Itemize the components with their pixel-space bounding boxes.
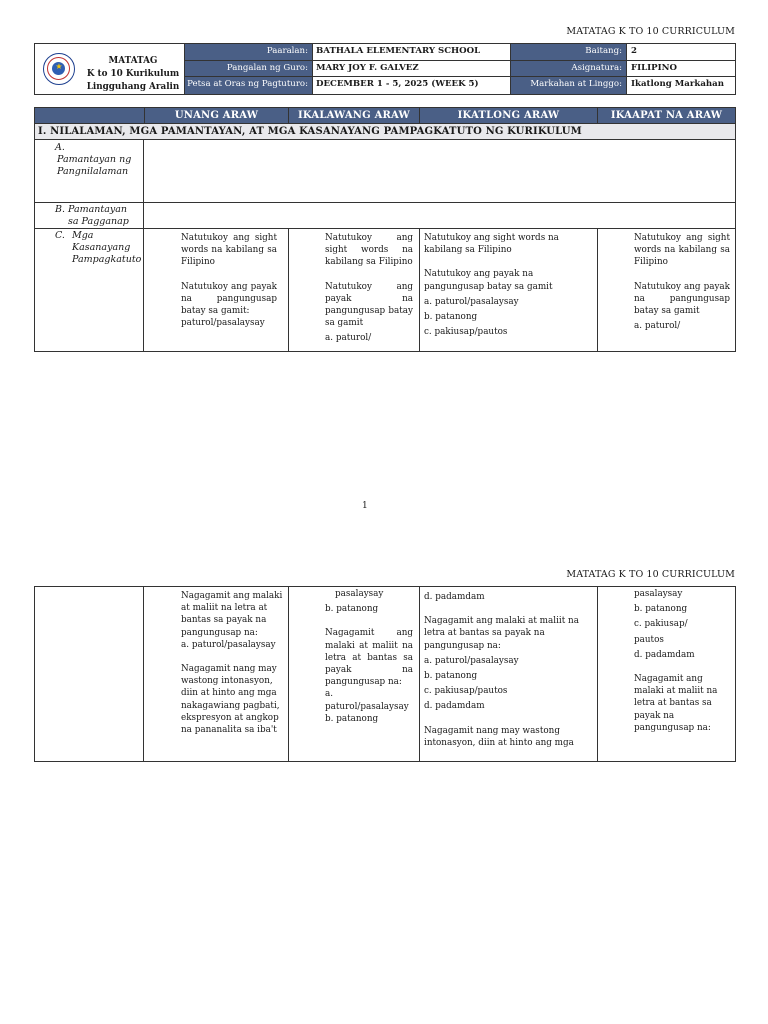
logo-line-kurikulum: K to 10 Kurikulum [86,69,180,79]
day3-item: a. paturol/pasalaysay [424,296,519,307]
day4-item: Natutukoy ang sight words na kabilang sa Filipino [634,233,730,268]
day2-item: a. paturol/ [325,333,372,344]
row-text-c: Mga Kasanayang Pampagkatuto [72,230,142,265]
day3-item: Nagagamit nang may wastong intonasyon, diin at hinto ang mga [424,725,574,748]
logo-line-matatag: MATATAG [108,56,158,66]
paaralan-label: Paaralan: [185,44,313,60]
petsa-value: DECEMBER 1 - 5, 2025 (WEEK 5) [313,77,511,94]
day-header-2: IKALAWANG ARAW [288,108,419,123]
day1-item: Natutukoy ang sight words na kabilang sa Filipino [181,233,277,268]
day-header-row [35,108,735,124]
day2-item: Nagagamit ang malaki at maliit na letra at bantas sa payak na pangungusap na: [325,628,413,688]
day4-item: d. padamdam [634,649,695,660]
day1-competencies [181,232,277,329]
lesson-header-table [34,43,736,95]
day2-item: Natutukoy ang sight words na kabilang sa Filipino [325,233,413,268]
day4-competencies [634,232,730,332]
day1-continued [181,590,283,736]
day3-item: Natutukoy ang sight words na kabilang sa Filipino [424,233,559,256]
day3-competencies [424,232,594,338]
row-letter-c: C. [55,230,65,241]
header-row-petsa [185,77,735,94]
day2-continued [325,588,413,725]
row-label-a [35,140,144,202]
petsa-label: Petsa at Oras ng Pagtuturo: [185,77,313,94]
day2-item: b. patanong [325,604,379,615]
row-text-b: Pamantayan sa Pagganap [68,204,129,227]
day3-item: Natutukoy ang payak na pangungusap batay sa gamit [424,269,553,292]
day4-item: Natutukoy ang payak na pangungusap batay sa gamit [634,281,730,317]
day4-item: pautos [634,634,664,645]
day3-item: c. pakiusap/pautos [424,327,508,338]
day-header-4: IKAAPAT NA ARAW [597,108,735,123]
day2-item: a. paturol/pasalaysay [325,689,409,712]
day4-item: Nagagamit ang malaki at maliit na letra at bantas sa payak na pangungusap na: [634,674,718,733]
curriculum-label: MATATAG K TO 10 CURRICULUM [566,26,735,37]
row-letter-b: B. [55,204,66,215]
day1-item: Nagagamit nang may wastong intonasyon, diin at hinto ang mga nakagawiang pagbati, ekspresyon at angkop na pananalita sa iba't [181,664,280,736]
lesson-table-page-1 [34,107,736,352]
section-title: I. NILALAMAN, MGA PAMANTAYAN, AT MGA KASANAYANG PAMPAGKATUTO NG KURIKULUM [35,124,735,140]
markahan-value: Ikatlong Markahan [631,79,724,90]
curriculum-label: MATATAG K TO 10 CURRICULUM [566,569,735,580]
lesson-table-page-2 [34,586,736,762]
day2-item: b. patanong [325,713,379,724]
asignatura-value: FILIPINO [631,62,678,73]
day-header-3: IKATLONG ARAW [419,108,597,123]
day3-item: c. pakiusap/pautos [424,686,508,697]
row-letter-a: A. [55,142,65,153]
day2-competencies [325,232,413,345]
header-row-guro [185,61,735,78]
day3-item: d. padamdam [424,592,485,602]
page-number: 1 [362,501,368,511]
guro-label: Pangalan ng Guro: [185,61,313,77]
day1-item: Nagagamit ang malaki at maliit na letra at bantas sa payak na pangungusap na: [181,591,283,638]
day3-item: Nagagamit ang malaki at maliit na letra at bantas sa payak na pangungusap na: [424,616,579,651]
day2-item: pasalaysay [335,589,384,599]
day4-continued [634,588,730,734]
logo-text [81,55,185,94]
day4-item: pasalaysay [634,589,683,599]
day4-item: b. patanong [634,604,688,615]
markahan-label: Markahan at Linggo: [511,77,627,94]
day3-item: b. patanong [424,671,478,682]
logo-cell [35,44,185,94]
row-label-c [35,229,144,351]
day3-item: a. paturol/pasalaysay [424,655,519,666]
day3-item: b. patanong [424,312,478,323]
baitang-value: 2 [631,46,637,56]
day1-item: a. paturol/pasalaysay [181,639,276,650]
day1-item: Natutukoy ang payak na pangungusap batay sa gamit: [181,281,277,317]
paaralan-value: BATHALA ELEMENTARY SCHOOL [313,44,511,60]
header-row-paaralan [185,44,735,61]
day3-item: d. padamdam [424,701,485,712]
day1-item: paturol/pasalaysay [181,318,265,329]
logo-line-aralin: Lingguhang Aralin [86,82,180,92]
day-header-1: UNANG ARAW [144,108,288,123]
day4-item: c. pakiusap/ [634,619,688,630]
day2-item: Natutukoy ang payak na pangungusap batay sa gamit [325,281,413,329]
baitang-label: Baitang: [511,44,627,60]
row-text-a: Pamantayan ng Pangnilalaman [57,154,132,177]
asignatura-label: Asignatura: [511,61,627,77]
deped-seal-icon: ★ [43,53,75,85]
row-label-b [35,203,144,228]
guro-value: MARY JOY F. GALVEZ [313,61,511,77]
day3-continued [424,591,594,749]
day4-item: a. paturol/ [634,321,681,332]
